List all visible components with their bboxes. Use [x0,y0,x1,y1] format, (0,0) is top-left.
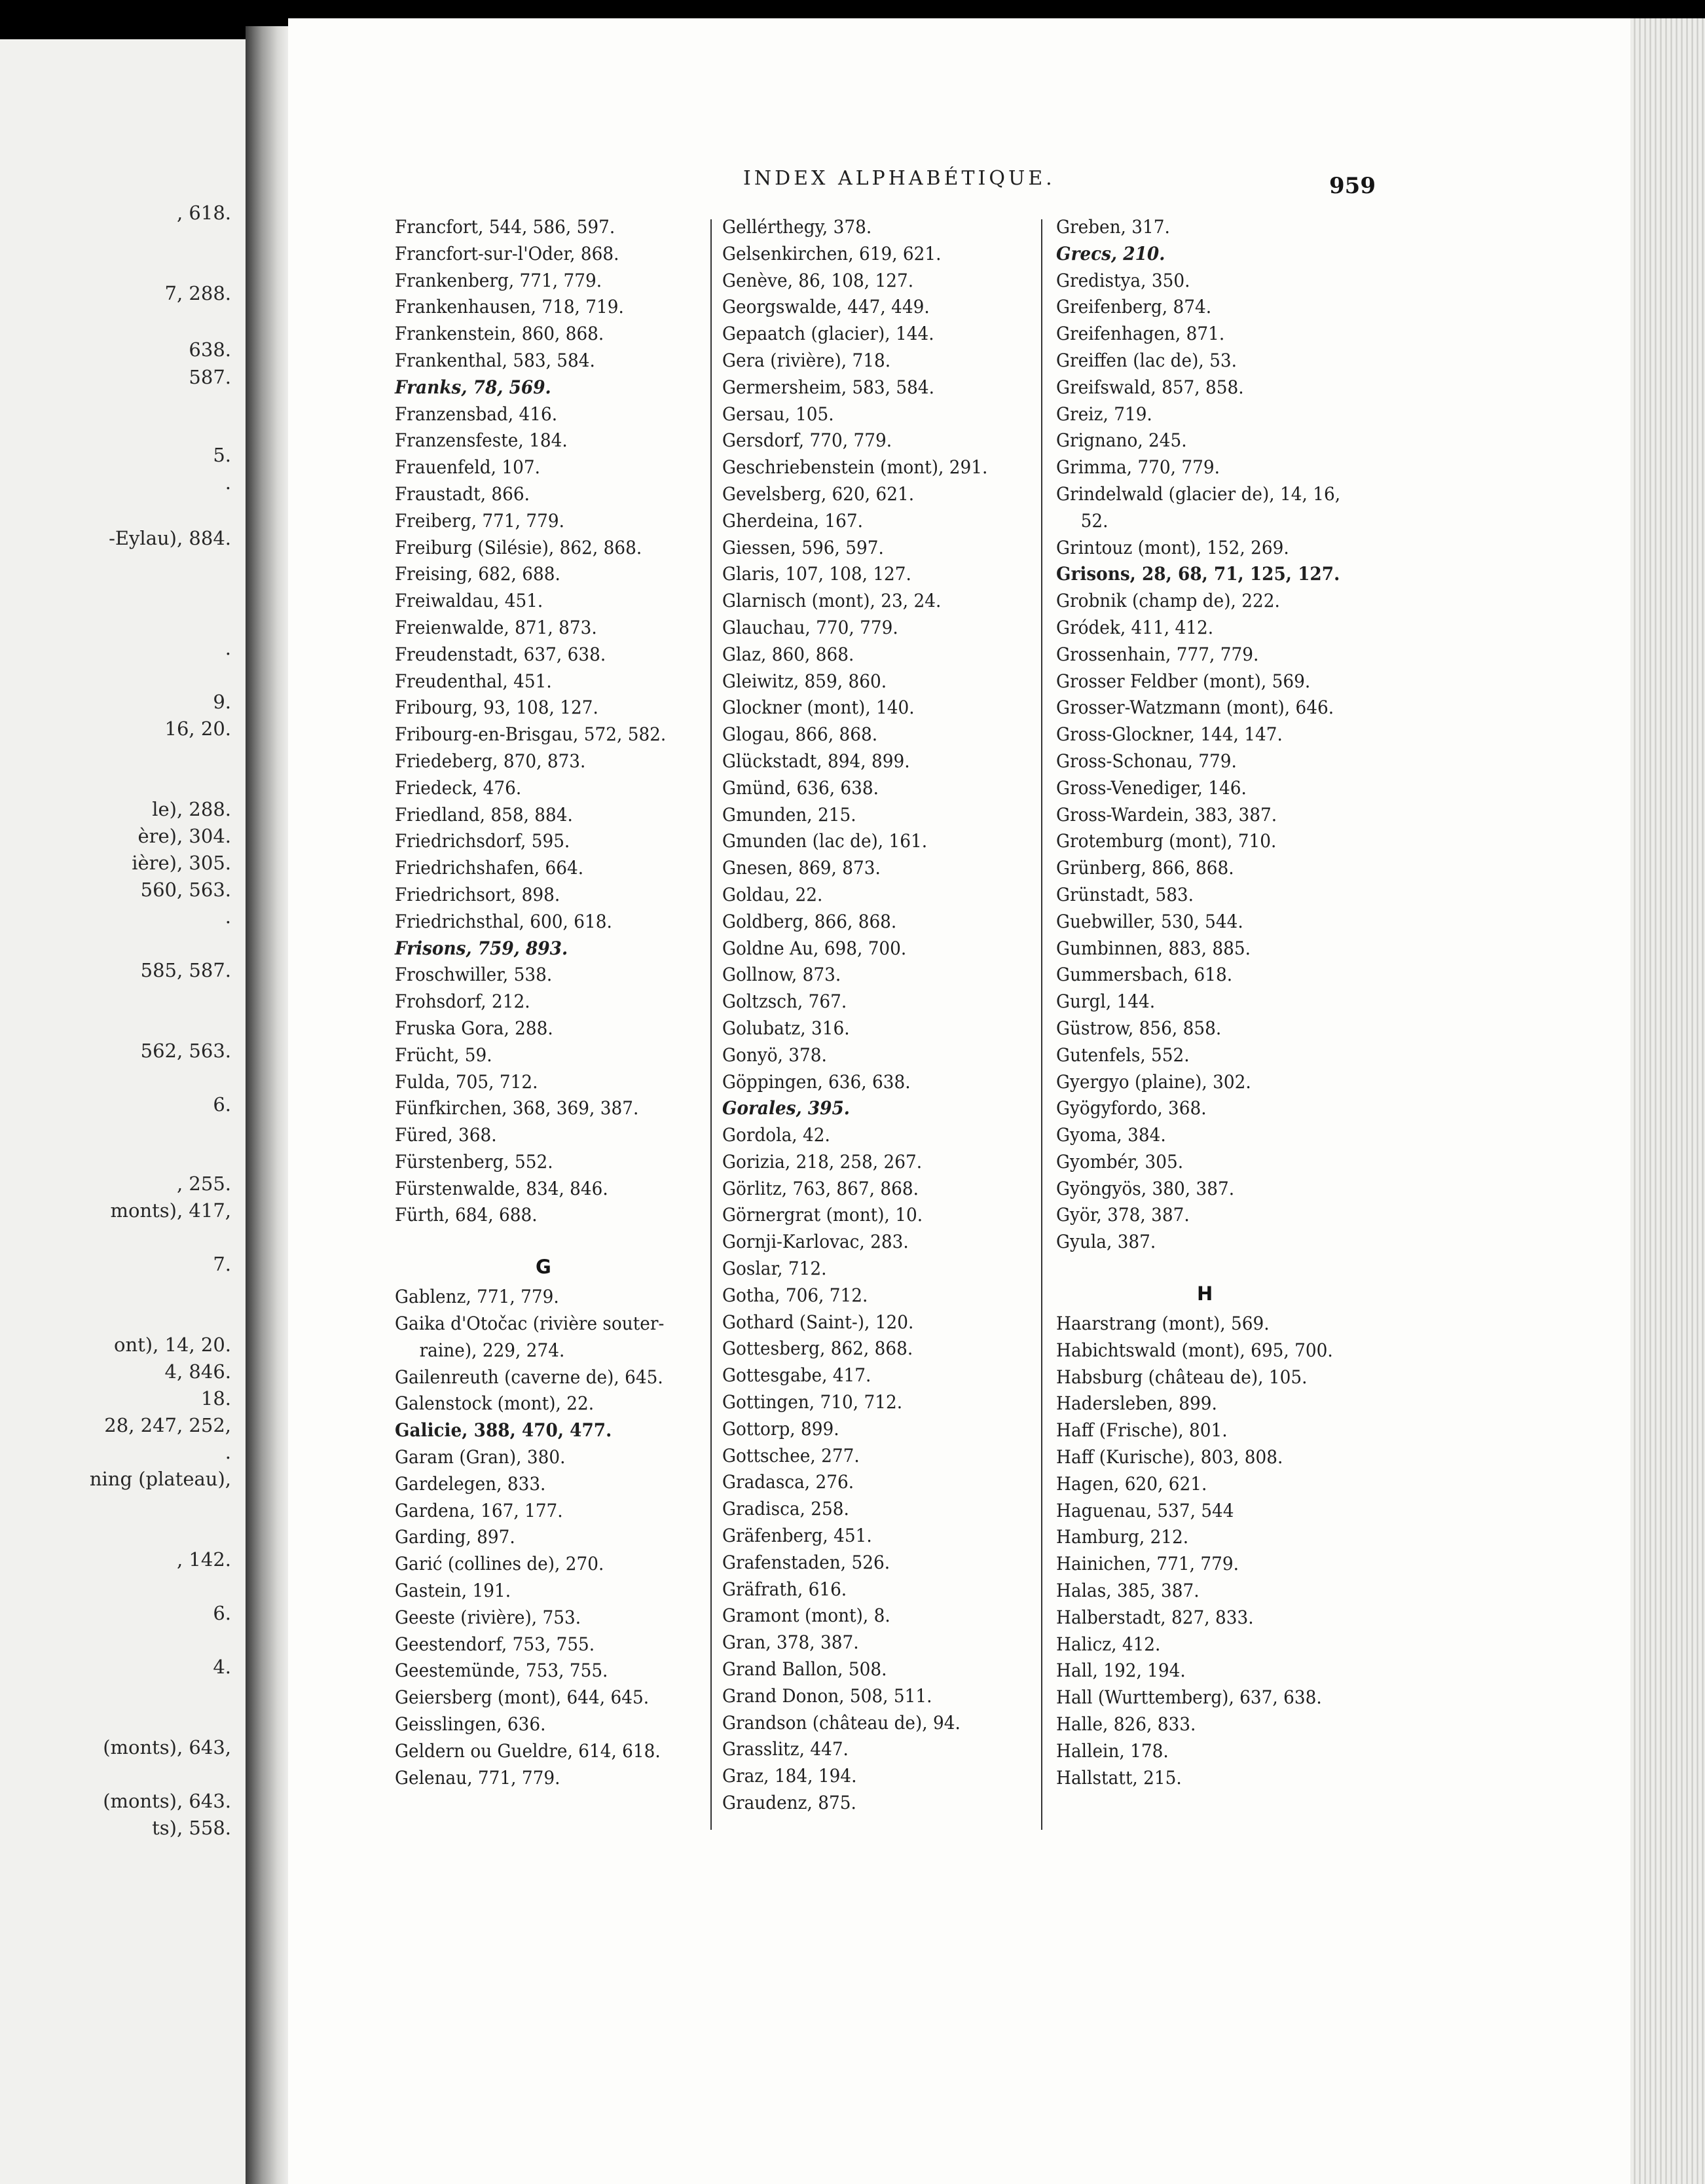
index-entry: Goldau, 22. [722,883,823,905]
index-entry: Friedrichsdorf, 595. [395,830,570,852]
index-entry: Galicie, 388, 470, 477. [395,1419,612,1442]
index-entry: Gelenau, 771, 779. [395,1766,560,1789]
index-entry: Glogau, 866, 868. [722,723,878,746]
index-entry: Freising, 682, 688. [395,563,560,585]
index-entry: Giessen, 596, 597. [722,536,884,558]
index-entry: Goldberg, 866, 868. [722,910,897,932]
page-edges [1630,18,1705,2184]
column-rule-2 [1041,219,1042,1830]
index-entry: Gepaatch (glacier), 144. [722,323,934,345]
prev-page-line: 562, 563. [140,1040,231,1062]
index-entry: Gross-Venediger, 146. [1056,776,1247,799]
index-entry: Friedrichshafen, 664. [395,857,584,879]
index-entry: Gothard (Saint-), 120. [722,1311,914,1333]
index-entry: Grosser Feldber (mont), 569. [1056,670,1311,692]
index-entry: Gottingen, 710, 712. [722,1391,903,1413]
index-entry: Haarstrang (mont), 569. [1056,1313,1270,1335]
index-entry: Geiersberg (mont), 644, 645. [395,1686,650,1709]
prev-page-line: 16, 20. [164,718,231,740]
index-entry: Friedrichsort, 898. [395,883,560,905]
index-entry: Genève, 86, 108, 127. [722,269,914,291]
book-gutter [246,26,291,2184]
prev-page-line: (monts), 643. [103,1790,231,1812]
index-entry: Gollnow, 873. [722,964,841,986]
index-entry: Gorales, 395. [722,1097,850,1119]
index-entry: Hainichen, 771, 779. [1056,1553,1239,1575]
index-entry: Gross-Glockner, 144, 147. [1056,723,1283,746]
index-entry: Grintouz (mont), 152, 269. [1056,536,1289,558]
index-entry: Germersheim, 583, 584. [722,376,935,398]
prev-page-line: ts), 558. [152,1817,231,1839]
index-entry: Frauenfeld, 107. [395,456,540,479]
index-entry: Grisons, 28, 68, 71, 125, 127. [1056,563,1340,585]
index-entry: Greiffen (lac de), 53. [1056,349,1237,371]
prev-page-line: 638. [189,338,231,361]
prev-page-line: . [225,905,231,928]
index-entry: Görlitz, 763, 867, 868. [722,1177,919,1199]
index-entry: Geeste (rivière), 753. [395,1606,581,1628]
prev-page-line: le), 288. [152,798,231,820]
index-entry: Füred, 368. [395,1124,497,1146]
index-entry: Greiz, 719. [1056,403,1152,425]
index-entry: Grobnik (champ de), 222. [1056,590,1280,612]
index-entry: Grindelwald (glacier de), 14, 16, [1056,482,1341,505]
index-entry: Geldern ou Gueldre, 614, 618. [395,1739,661,1762]
index-entry: Glaz, 860, 868. [722,643,854,665]
index-entry: Grecs, 210. [1056,242,1165,264]
running-title: INDEX ALPHABÉTIQUE. [743,167,1055,190]
index-entry: Glückstadt, 894, 899. [722,750,910,772]
index-entry: Gmunden, 215. [722,803,856,826]
index-entry: Frankenthal, 583, 584. [395,349,595,371]
prev-page-line: 6. [213,1093,231,1116]
index-entry: Gersdorf, 770, 779. [722,429,892,452]
index-entry: Graudenz, 875. [722,1792,856,1814]
prev-page-line: , 142. [176,1548,231,1571]
index-entry: Gleiwitz, 859, 860. [722,670,887,692]
index-entry: Gottschee, 277. [722,1444,860,1466]
index-entry: Friedland, 858, 884. [395,803,573,826]
index-entry: Gardelegen, 833. [395,1472,546,1495]
index-entry: Gastein, 191. [395,1580,511,1602]
index-entry: Frankenhausen, 718, 719. [395,296,624,318]
index-entry: Gyergyo (plaine), 302. [1056,1070,1251,1093]
index-entry: Fürth, 684, 688. [395,1204,538,1226]
index-entry: Frohsdorf, 212. [395,991,530,1013]
index-entry: Grignano, 245. [1056,429,1187,452]
index-entry: Fraustadt, 866. [395,482,530,505]
index-entry: Goltzsch, 767. [722,991,847,1013]
index-entry: Frankenstein, 860, 868. [395,323,604,345]
index-entry: Francfort, 544, 586, 597. [395,216,615,238]
prev-page-line: 6. [213,1602,231,1624]
index-entry: Grimma, 770, 779. [1056,456,1220,479]
index-entry: Gornji-Karlovac, 283. [722,1231,909,1253]
index-entry: Hall, 192, 194. [1056,1660,1186,1682]
index-entry: Fürstenwalde, 834, 846. [395,1177,608,1199]
index-entry: Freiburg (Silésie), 862, 868. [395,536,642,558]
index-entry: Hadersleben, 899. [1056,1392,1217,1415]
index-entry: Gutenfels, 552. [1056,1044,1190,1066]
index-entry: Garam (Gran), 380. [395,1446,566,1468]
prev-page-line: (monts), 643, [103,1736,231,1758]
index-entry: Frücht, 59. [395,1044,492,1066]
index-entry: 52. [1080,509,1109,532]
index-entry: Gevelsberg, 620, 621. [722,482,915,505]
index-entry: Halicz, 412. [1056,1633,1161,1655]
index-entry: Geschriebenstein (mont), 291. [722,456,988,479]
index-entry: Grossenhain, 777, 779. [1056,643,1259,665]
index-entry: Gera (rivière), 718. [722,349,891,371]
index-entry: Gross-Wardein, 383, 387. [1056,803,1277,826]
section-letter: G [536,1256,551,1279]
index-entry: Hamburg, 212. [1056,1526,1189,1548]
index-entry: Grünberg, 866, 868. [1056,857,1234,879]
index-entry: Habsburg (château de), 105. [1056,1366,1308,1388]
index-entry: Greben, 317. [1056,216,1170,238]
index-entry: Grandson (château de), 94. [722,1711,961,1734]
index-entry: Greifswald, 857, 858. [1056,376,1244,398]
index-entry: Gródek, 411, 412. [1056,616,1214,638]
index-entry: Frankenberg, 771, 779. [395,269,602,291]
index-entry: Gotha, 706, 712. [722,1284,868,1306]
index-entry: Grünstadt, 583. [1056,883,1194,905]
index-entry: Gottesberg, 862, 868. [722,1338,913,1360]
index-entry: Gyula, 387. [1056,1231,1156,1253]
index-entry: Gonyö, 378. [722,1044,827,1066]
index-entry: Gyögyfordo, 368. [1056,1097,1207,1119]
index-entry: Friedrichsthal, 600, 618. [395,910,612,932]
index-entry: Fulda, 705, 712. [395,1070,538,1093]
index-entry: Freiwaldau, 451. [395,590,543,612]
index-entry: Geisslingen, 636. [395,1713,546,1736]
prev-page-line: 4. [213,1656,231,1678]
prev-page-line: . [225,471,231,494]
index-entry: Gmunden (lac de), 161. [722,830,928,852]
index-entry: Fruska Gora, 288. [395,1017,553,1039]
index-entry: Freudenstadt, 637, 638. [395,643,606,665]
prev-page-line: , 618. [176,202,231,224]
index-entry: Guebwiller, 530, 544. [1056,910,1243,932]
index-entry: Hagen, 620, 621. [1056,1472,1207,1495]
prev-page-line: 28, 247, 252, [104,1414,231,1436]
index-entry: Gaika d'Otočac (rivière souter- [395,1313,665,1335]
section-letter: H [1197,1283,1213,1305]
index-entry: Gmünd, 636, 638. [722,776,879,799]
index-entry: Froschwiller, 538. [395,964,553,986]
index-entry: Gumbinnen, 883, 885. [1056,937,1251,959]
prev-page-line: , 255. [176,1173,231,1195]
prev-page-line: 560, 563. [140,879,231,901]
prev-page-line: 587. [189,366,231,388]
index-entry: Gräfenberg, 451. [722,1525,872,1547]
prev-page-line: 4, 846. [164,1360,231,1383]
prev-page-line: 7, 288. [164,282,231,304]
index-entry: Halberstadt, 827, 833. [1056,1606,1254,1628]
index-entry: Gummersbach, 618. [1056,964,1233,986]
index-entry: Francfort-sur-l'Oder, 868. [395,242,619,264]
index-entry: Grafenstaden, 526. [722,1551,890,1573]
page-number: 959 [1329,173,1376,199]
index-entry: Frisons, 759, 893. [395,937,568,959]
prev-page-line: monts), 417, [110,1199,231,1222]
column-rule-1 [710,219,712,1830]
index-entry: Goslar, 712. [722,1258,827,1280]
index-entry: Gordola, 42. [722,1124,830,1146]
index-entry: Halle, 826, 833. [1056,1713,1196,1736]
index-entry: Gorizia, 218, 258, 267. [722,1150,923,1173]
index-entry: Fünfkirchen, 368, 369, 387. [395,1097,639,1119]
index-entry: Hall (Wurttemberg), 637, 638. [1056,1686,1322,1709]
index-entry: Georgswalde, 447, 449. [722,296,930,318]
index-entry: Görnergrat (mont), 10. [722,1204,923,1226]
index-entry: Gelsenkirchen, 619, 621. [722,242,942,264]
index-entry: Gablenz, 771, 779. [395,1286,559,1308]
prev-page-line: ère), 304. [138,825,231,847]
index-entry: Haguenau, 537, 544 [1056,1499,1234,1521]
index-entry: Gredistya, 350. [1056,269,1190,291]
index-entry: Glaris, 107, 108, 127. [722,563,911,585]
index-entry: Franks, 78, 569. [395,376,551,398]
index-entry: Freudenthal, 451. [395,670,552,692]
prev-page-line: ont), 14, 20. [114,1334,231,1356]
index-entry: Gardena, 167, 177. [395,1499,563,1521]
index-entry: Gramont (mont), 8. [722,1605,890,1627]
index-entry: Fribourg, 93, 108, 127. [395,697,598,719]
index-entry: Hallein, 178. [1056,1739,1169,1762]
index-entry: Haff (Kurische), 803, 808. [1056,1446,1283,1468]
index-entry: Glauchau, 770, 779. [722,616,898,638]
index-entry: Graz, 184, 194. [722,1765,857,1787]
index-entry: Gyöngyös, 380, 387. [1056,1177,1235,1199]
index-entry: Gran, 378, 387. [722,1631,859,1654]
index-column-1 [395,214,696,1791]
index-entry: Geestendorf, 753, 755. [395,1633,595,1655]
index-entry: Glarnisch (mont), 23, 24. [722,590,942,612]
index-entry: Grand Ballon, 508. [722,1658,887,1681]
index-entry: Franzensfeste, 184. [395,429,568,452]
index-entry: Gersau, 105. [722,403,834,425]
prev-page-line: ning (plateau), [89,1468,231,1490]
index-entry: Gurgl, 144. [1056,991,1156,1013]
index-entry: Gherdeina, 167. [722,509,863,532]
index-column-3 [1056,214,1384,1791]
index-entry: Gottorp, 899. [722,1417,839,1440]
index-entry: Greifenhagen, 871. [1056,323,1225,345]
prev-page-line: . [225,637,231,659]
prev-page-line: 585, 587. [140,959,231,981]
index-entry: Freiberg, 771, 779. [395,509,564,532]
index-entry: Grasslitz, 447. [722,1738,849,1760]
index-column-2 [722,214,1036,1817]
index-entry: Göppingen, 636, 638. [722,1070,911,1093]
index-entry: Gräfrath, 616. [722,1578,847,1600]
index-entry: Gyombér, 305. [1056,1150,1184,1173]
index-entry: Garić (collines de), 270. [395,1553,604,1575]
index-entry: Fribourg-en-Brisgau, 572, 582. [395,723,667,746]
index-entry: Grotemburg (mont), 710. [1056,830,1277,852]
index-entry: Halas, 385, 387. [1056,1580,1200,1602]
index-entry: Fürstenberg, 552. [395,1150,553,1173]
index-entry: Galenstock (mont), 22. [395,1392,595,1415]
index-entry: Grosser-Watzmann (mont), 646. [1056,697,1334,719]
index-entry: Gradasca, 276. [722,1471,854,1493]
prev-page-line: 5. [213,444,231,466]
index-entry: Grand Donon, 508, 511. [722,1684,932,1707]
index-entry: Gnesen, 869, 873. [722,857,881,879]
index-entry: Freienwalde, 871, 873. [395,616,597,638]
prev-page-line: . [225,1441,231,1463]
previous-page-fragment [0,39,246,2184]
index-entry: Haff (Frische), 801. [1056,1419,1228,1442]
index-entry: Gross-Schonau, 779. [1056,750,1237,772]
index-entry: Greifenberg, 874. [1056,296,1212,318]
index-entry: Garding, 897. [395,1526,515,1548]
index-entry: Güstrow, 856, 858. [1056,1017,1222,1039]
index-entry: Friedeck, 476. [395,776,522,799]
prev-page-line: 9. [213,691,231,713]
index-entry: Gottesgabe, 417. [722,1364,871,1387]
prev-page-line: 18. [200,1387,231,1410]
index-entry: Gradisca, 258. [722,1498,849,1520]
index-entry: Goldne Au, 698, 700. [722,937,907,959]
index-entry: Györ, 378, 387. [1056,1204,1190,1226]
prev-page-line: 7. [213,1253,231,1275]
index-entry: Franzensbad, 416. [395,403,558,425]
index-entry: Geestemünde, 753, 755. [395,1660,608,1682]
index-entry: Hallstatt, 215. [1056,1766,1182,1789]
index-entry: Gellérthegy, 378. [722,216,872,238]
index-entry: raine), 229, 274. [419,1339,565,1361]
index-entry: Friedeberg, 870, 873. [395,750,586,772]
index-entry: Habichtswald (mont), 695, 700. [1056,1339,1333,1361]
prev-page-line: ière), 305. [132,852,231,874]
index-entry: Gyoma, 384. [1056,1124,1166,1146]
index-entry: Golubatz, 316. [722,1017,850,1039]
index-entry: Gailenreuth (caverne de), 645. [395,1366,663,1388]
prev-page-line: -Eylau), 884. [109,527,231,549]
index-entry: Glockner (mont), 140. [722,697,915,719]
